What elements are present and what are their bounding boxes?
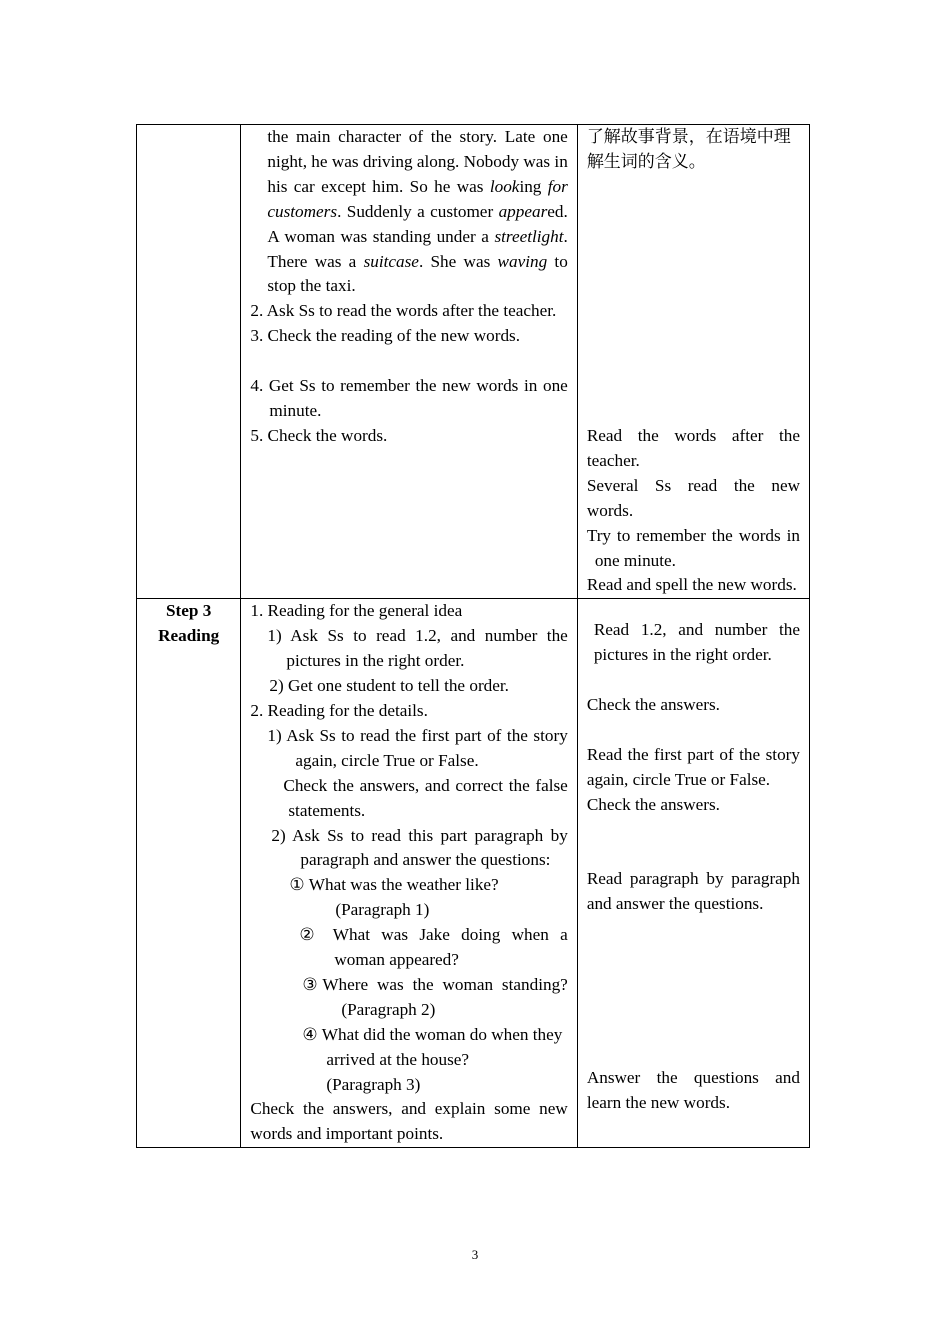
story-text: . There was a: [267, 226, 568, 271]
story-keyword: waving: [497, 251, 548, 271]
question-2: ② What was Jake doing when a woman appeared?: [299, 925, 568, 970]
question-3: ③Where was the woman standing? (Paragraph 2): [302, 974, 568, 1019]
story-keyword: streetlight: [494, 226, 564, 246]
step-cell-empty: [137, 125, 241, 599]
teacher-step-2: 2. Ask Ss to read the words after the teacher.: [250, 301, 557, 321]
story-keyword: appear: [498, 201, 548, 221]
spacer: [587, 842, 800, 867]
step-title: Reading: [158, 626, 220, 646]
teacher-activity-cell: [241, 599, 577, 1148]
story-text: to stop the taxi.: [267, 251, 568, 296]
step-cell: [137, 599, 241, 1148]
student-activity-a: Read the words after the teacher.: [586, 426, 800, 470]
story-text: . Suddenly a customer: [337, 201, 499, 221]
teacher-activity-cell: [241, 125, 577, 599]
story-text: ing: [519, 176, 548, 196]
teacher-item-2a-check: Check the answers, and correct the false statements.: [283, 775, 568, 820]
student-activity-4: Check the answers.: [586, 794, 720, 814]
student-activity-3: Read the first part of the story again, circle True or False.: [586, 744, 800, 789]
teacher-item-3: Check the answers, and explain some new words and important points.: [250, 1099, 568, 1144]
teacher-item-2: 2. Reading for the details.: [250, 700, 428, 720]
teacher-item-2a: 1) Ask Ss to read the first part of the story again, circle True or False.: [267, 725, 568, 770]
spacer: [587, 818, 800, 843]
student-activity-6: Answer the questions and learn the new words.: [586, 1068, 800, 1113]
student-activity-b: Several Ss read the new words.: [586, 475, 800, 520]
spacer: [587, 668, 800, 693]
student-activity-c: Try to remember the words in one minute.: [586, 525, 800, 570]
teacher-item-2b: 2) Ask Ss to read this part paragraph by paragraph and answer the questions:: [271, 825, 568, 870]
teacher-step-5: 5. Check the words.: [250, 425, 388, 445]
story-text: . She was: [418, 251, 498, 271]
student-activity-d: Read and spell the new words.: [586, 575, 797, 595]
story-keyword: for customers: [267, 176, 568, 221]
story-paragraph: [250, 125, 567, 299]
question-4-paragraph: (Paragraph 3): [326, 1074, 421, 1094]
student-activity-2: Check the answers.: [586, 695, 720, 715]
teacher-item-1: 1. Reading for the general idea: [250, 601, 463, 621]
teacher-step-4: 4. Get Ss to remember the new words in one minute.: [250, 376, 568, 420]
story-text: ed. A woman was standing under a: [267, 201, 568, 246]
story-keyword: look: [489, 176, 520, 196]
question-1: ① What was the weather like?: [289, 875, 499, 895]
question-1-paragraph: (Paragraph 1): [335, 900, 430, 920]
lesson-plan-table: [136, 124, 810, 1148]
table-row: [137, 125, 810, 599]
table-row: [137, 599, 810, 1148]
student-activity-1: Read 1.2, and number the pictures in the right order.: [593, 620, 800, 665]
teacher-step-3: 3. Check the reading of the new words.: [250, 326, 521, 346]
student-activity-5: Read paragraph by paragraph and answer the questions.: [586, 869, 800, 914]
teacher-item-1a: 1) Ask Ss to read 1.2, and number the pictures in the right order.: [267, 626, 568, 671]
page-number: 3: [471, 1247, 479, 1262]
student-activity-cell: [577, 599, 809, 1148]
purpose-note: 了解故事背景，在语境中理解生词的含义。: [586, 127, 791, 172]
story-keyword: suitcase: [363, 251, 419, 271]
student-activity-cell: [577, 125, 809, 599]
spacer: [250, 349, 567, 374]
spacer: [587, 718, 800, 743]
story-text: the main character of the story. Late one night, he was driving along. Nobody was in his car except him. So he was: [267, 127, 568, 196]
step-number: Step 3: [165, 601, 212, 621]
spacer: [587, 917, 800, 1066]
question-4: ④ What did the woman do when they arrived at the house?: [302, 1024, 563, 1069]
teacher-item-1b: 2) Get one student to tell the order.: [269, 676, 509, 696]
